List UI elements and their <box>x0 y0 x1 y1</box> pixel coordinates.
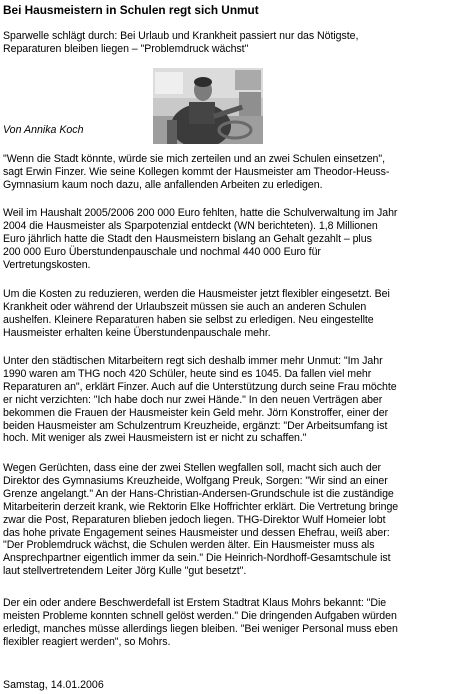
photo-hausmeister-image <box>153 68 263 144</box>
paragraph-line: Wegen Gerüchten, dass eine der zwei Stellen wegfallen soll, macht sich auch der <box>3 462 382 474</box>
lead-line: Sparwelle schlägt durch: Bei Urlaub und Krankheit passiert nur das Nötigste, <box>3 30 359 42</box>
paragraph-4 <box>3 355 465 445</box>
paragraph-2 <box>3 207 465 272</box>
paragraph-line: er nicht verzichten: "Ich habe doch nur zwei Hände." In den neuen Verträgen aber <box>3 393 383 406</box>
headline: Bei Hausmeistern in Schulen regt sich Unmut <box>3 3 259 17</box>
paragraph-line: beiden Hausmeister am Schulzentrum Kreuzheide, ergänzt: "Der Arbeitsumfang ist <box>3 419 388 432</box>
byline: Von Annika Koch <box>3 124 84 136</box>
lead-text <box>3 30 465 56</box>
paragraph-1 <box>3 153 465 192</box>
paragraph-line: erledigt, manches müsse allerdings liegen bleiben. "Bei weniger Personal muss eben <box>3 622 398 635</box>
paragraph-line: hoch. Mit weniger als zwei Hausmeistern ist er nicht zu schaffen." <box>3 432 307 445</box>
lead-line: Reparaturen bleiben liegen – "Problemdruck wächst" <box>3 42 249 55</box>
paragraph-line: Hausmeister erhalten keine Überstundenpauschale mehr. <box>3 326 271 339</box>
paragraph-line: 2004 die Hausmeister als Sparpotenzial entdeckt (WN berichteten). 1,8 Millionen <box>3 219 378 232</box>
paragraph-line: bekommen die Frauen der Hausmeister kein Geld mehr. Jörn Konstroffer, einer der <box>3 406 389 419</box>
paragraph-line: sagt Erwin Finzer. Wie seine Kollegen kommt der Hausmeister am Theodor-Heuss- <box>3 165 390 178</box>
dateline: Samstag, 14.01.2006 <box>3 679 104 691</box>
paragraph-line: flexibler reagiert werden", so Mohrs. <box>3 635 171 648</box>
paragraph-line: das hohe private Engagement seines Hausmeister und dessen Ehefrau, weiß aber: <box>3 526 390 539</box>
article <box>3 0 465 694</box>
paragraph-3 <box>3 288 465 340</box>
paragraph-line: "Wenn die Stadt könnte, würde sie mich zerteilen und an zwei Schulen einsetzen", <box>3 153 385 165</box>
article-photo <box>153 68 263 144</box>
paragraph-line: Mitarbeiterin derzeit krank, wie Rektorin Elke Hoffrichter erklärt. Die Vertretung bringe <box>3 500 399 513</box>
paragraph-line: Euro jährlich hatte die Stadt den Hausmeistern bislang an Gehalt gezahlt – plus <box>3 232 372 245</box>
paragraph-line: Direktor des Gymnasiums Kreuzheide, Wolfgang Preuk, Sorgen: "Wir sind an einer <box>3 474 388 487</box>
paragraph-line: aushelfen. Kleinere Reparaturen haben sie selbst zu erledigen. Neu eingestellte <box>3 313 374 326</box>
paragraph-line: meisten Probleme konnten schnell gelöst werden." Die dringenden Aufgaben würden <box>3 609 397 622</box>
paragraph-line: Ansprechpartner eigentlich immer da sein." Die Heinrich-Nordhoff-Gesamtschule ist <box>3 552 391 565</box>
paragraph-line: Gymnasium kaum noch dazu, alle anfallenden Arbeiten zu erledigen. <box>3 178 323 191</box>
paragraph-line: "Der Problemdruck wächst, die Schulen werden älter. Ein Hausmeister muss als <box>3 539 375 552</box>
paragraph-line: zwar die Post, Reparaturen blieben jedoch liegen. THG-Direktor Wulf Homeier lobt <box>3 513 386 526</box>
paragraph-line: Um die Kosten zu reduzieren, werden die Hausmeister jetzt flexibler eingesetzt. Bei <box>3 288 390 300</box>
paragraph-line: Vertretungskosten. <box>3 258 91 271</box>
paragraph-line: laut stellvertretendem Leiter Jörg Kulle "gut besetzt". <box>3 565 247 578</box>
paragraph-line: 1990 waren am THG noch 420 Schüler, heute sind es 1045. Da fallen viel mehr <box>3 367 372 380</box>
paragraph-line: 200 000 Euro Überstundenpauschale und nochmal 440 000 Euro für <box>3 245 321 258</box>
paragraph-line: Krankheit oder während der Urlaubszeit müssen sie auch an anderen Schulen <box>3 300 367 313</box>
paragraph-5 <box>3 462 465 578</box>
paragraph-line: Weil im Haushalt 2005/2006 200 000 Euro fehlten, hatte die Schulverwaltung im Jahr <box>3 207 398 219</box>
paragraph-line: Unter den städtischen Mitarbeitern regt sich deshalb immer mehr Unmut: "Im Jahr <box>3 355 383 367</box>
paragraph-line: Grenze angelangt." An der Hans-Christian-Andersen-Grundschule ist die zuständige <box>3 487 394 500</box>
paragraph-line: Reparaturen an", erklärt Finzer. Auch auf die Unterstützung durch seine Frau möchte <box>3 380 397 393</box>
paragraph-line: Der ein oder andere Beschwerdefall ist Erstem Stadtrat Klaus Mohrs bekannt: "Die <box>3 597 387 609</box>
paragraph-6 <box>3 597 465 649</box>
